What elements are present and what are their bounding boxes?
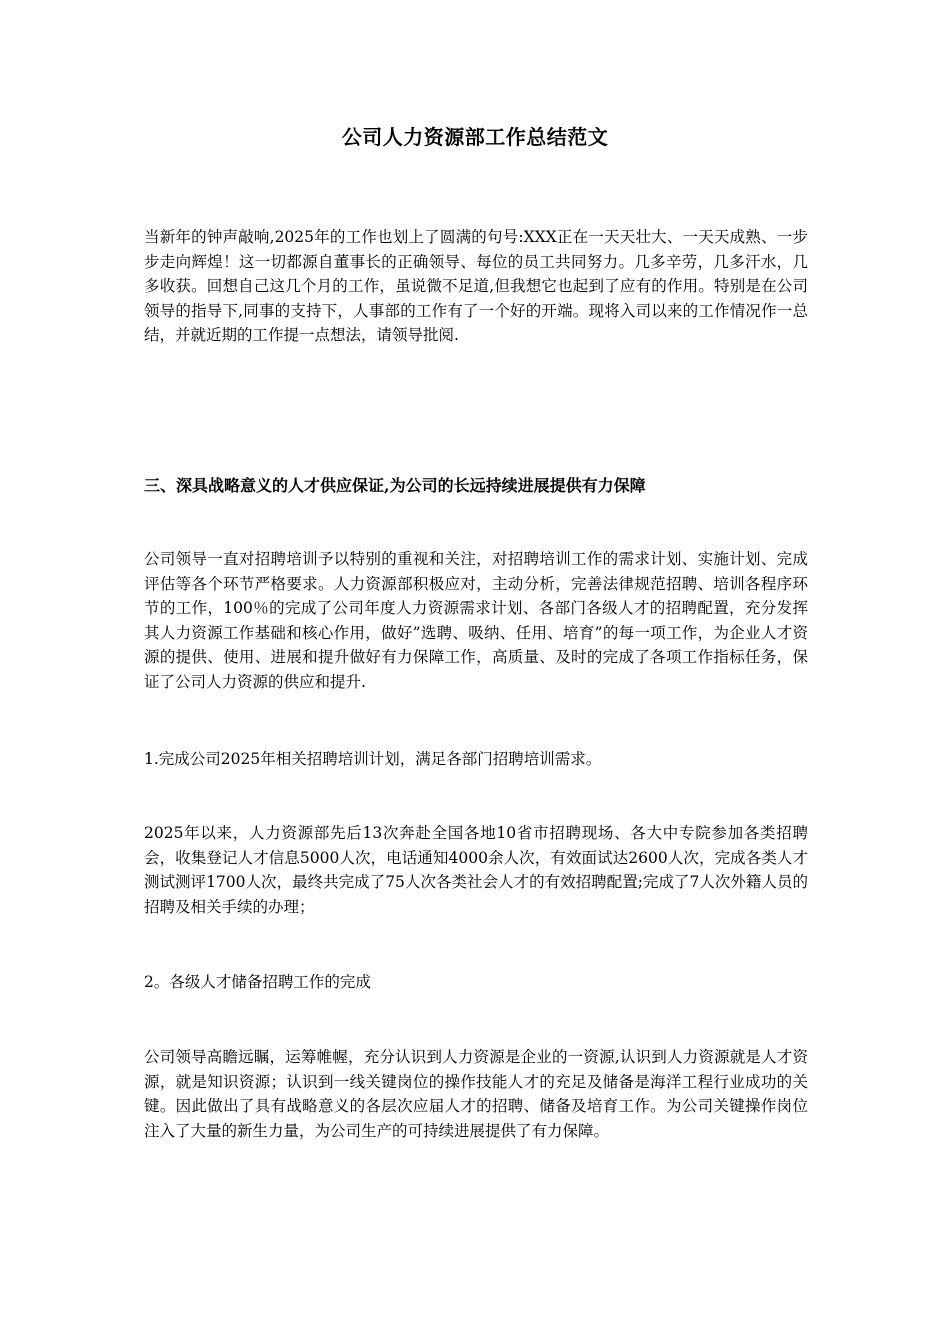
item2-heading: 2。各级人才储备招聘工作的完成: [144, 973, 371, 991]
item2-body-paragraph: 公司领导高瞻远瞩，运筹帷幄，充分认识到人力资源是企业的一资源,认识到人力资源就是人才资源，就是知识资源；认识到一线关键岗位的操作技能人才的充足及储备是海洋工程行业成功的关键。因此做出了具有战略意义的各层次应届人才的招聘、储备及培育工作。为公司关键操作岗位注入了大量的新生力量，为公司生产的可持续进展提供了有力保障。: [144, 1048, 808, 1140]
document-title: 公司人力资源部工作总结范文: [341, 125, 609, 149]
section-heading: 三、深具战略意义的人才供应保证,为公司的长远持续进展提供有力保障: [144, 476, 646, 495]
item1-heading: 1.完成公司2025年相关招聘培训计划，满足各部门招聘培训需求。: [144, 750, 602, 768]
intro-paragraph: 当新年的钟声敲响,2025年的工作也划上了圆满的句号:XXX正在一天天壮大、一天天成熟、一步步走向辉煌！这一切都源自董事长的正确领导、每位的员工共同努力。几多辛劳，几多汗水，几多收获。回想自己这几个月的工作，虽说微不足道,但我想它也起到了应有的作用。特别是在公司领导的指导下,同事的支持下，人事部的工作有了一个好的开端。现将入司以来的工作情况作一总结，并就近期的工作提一点想法，请领导批阅.: [144, 228, 808, 344]
section-body-paragraph: 公司领导一直对招聘培训予以特别的重视和关注，对招聘培训工作的需求计划、实施计划、完成评估等各个环节严格要求。人力资源部积极应对，主动分析，完善法律规范招聘、培训各程序环节的工作，100％的完成了公司年度人力资源需求计划、各部门各级人才的招聘配置，充分发挥其人力资源工作基础和核心作用，做好”选聘、吸纳、任用、培育”的每一项工作，为企业人才资源的提供、使用、进展和提升做好有力保障工作，高质量、及时的完成了各项工作指标任务，保证了公司人力资源的供应和提升.: [144, 550, 808, 691]
item1-body-paragraph: 2025年以来，人力资源部先后13次奔赴全国各地10省市招聘现场、各大中专院参加各类招聘会，收集登记人才信息5000人次，电话通知4000余人次，有效面试达2600人次，完成各类人才测试测评1700人次，最终共完成了75人次各类社会人才的有效招聘配置;完成了7人次外籍人员的招聘及相关手续的办理；: [144, 824, 808, 916]
